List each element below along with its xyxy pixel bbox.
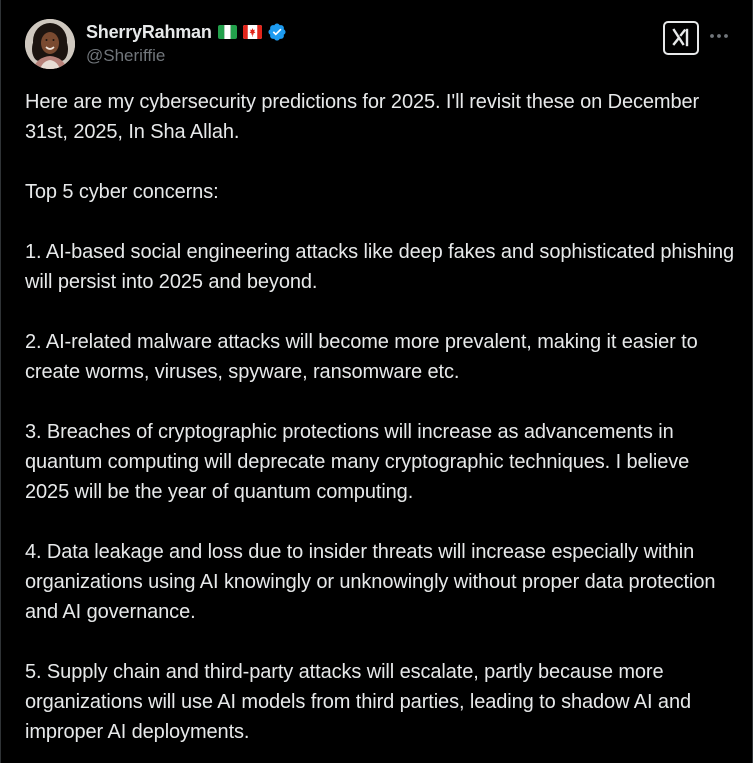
canada-flag-icon (243, 25, 262, 39)
avatar-image (25, 19, 75, 69)
tweet-paragraph: 5. Supply chain and third-party attacks will escalate, partly because more organizations will use AI models from third parties, leading to shadow AI and improper AI deployments. (25, 661, 692, 743)
author-handle[interactable]: @Sheriffie (86, 46, 166, 65)
tweet-paragraph: Top 5 cyber concerns: (25, 181, 219, 203)
tweet-paragraph: 2. AI-related malware attacks will become more prevalent, making it easier to create worms, viruses, spyware, ransomware etc. (25, 331, 698, 383)
more-options-icon (709, 33, 729, 39)
nigeria-flag-icon (218, 25, 237, 39)
tweet-text (25, 87, 735, 747)
grok-button[interactable] (663, 21, 699, 55)
tweet-paragraph: 1. AI-based social engineering attacks like deep fakes and sophisticated phishing will persist into 2025 and beyond. (25, 241, 735, 293)
verified-badge-icon[interactable] (267, 22, 287, 42)
tweet-header (25, 19, 730, 69)
grok-icon (670, 27, 692, 49)
name-row (86, 21, 287, 43)
author-display-name[interactable]: SherryRahman (86, 21, 212, 42)
avatar[interactable] (25, 19, 75, 69)
tweet-paragraph: 3. Breaches of cryptographic protections will increase as advancements in quantum computing will deprecate many cryptographic techniques. I believe 2025 will be the year of quantum computing. (25, 421, 690, 503)
tweet-paragraph: 4. Data leakage and loss due to insider threats will increase especially within organizations using AI knowingly or unknowingly without proper data protection and AI governance. (25, 541, 716, 623)
tweet-paragraph: Here are my cybersecurity predictions for 2025. I'll revisit these on December 31st, 2025, In Sha Allah. (25, 91, 700, 143)
more-options-button[interactable] (708, 23, 730, 49)
author-names (86, 21, 287, 66)
